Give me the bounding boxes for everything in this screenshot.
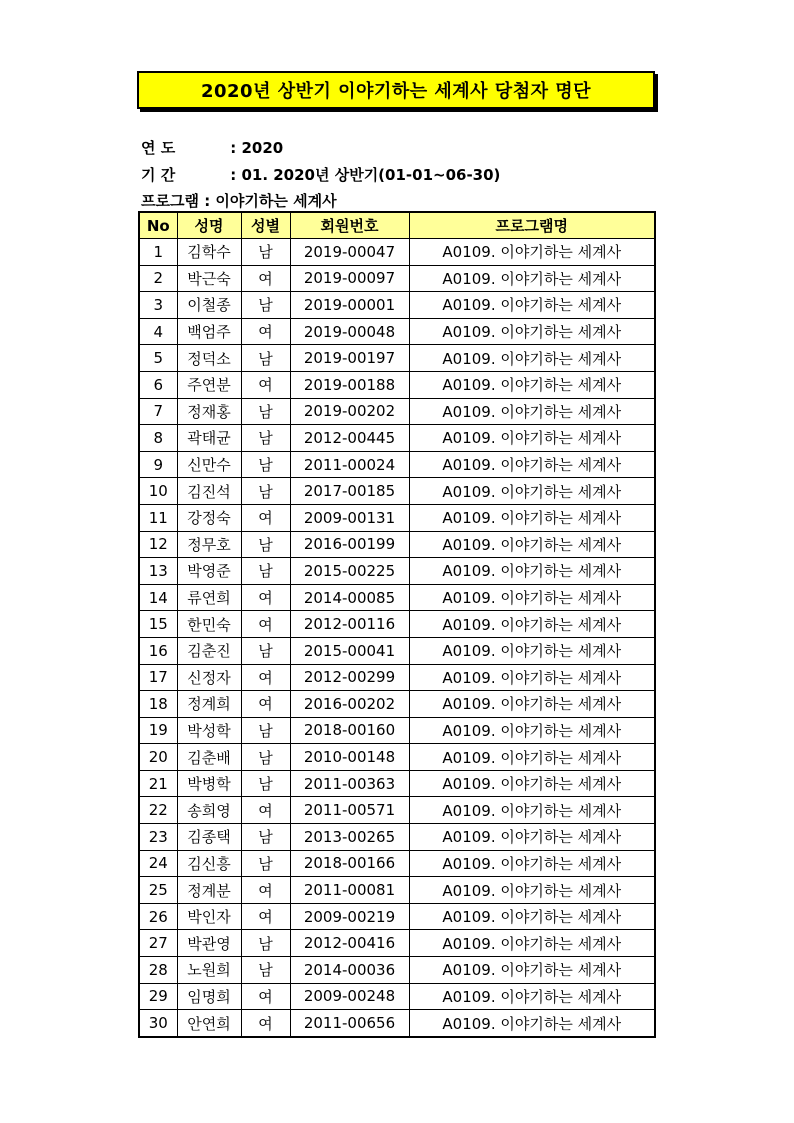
table-row xyxy=(139,425,655,452)
cell-name: 한민숙 xyxy=(177,611,241,638)
cell-member-id: 2012-00445 xyxy=(290,425,409,452)
table-row xyxy=(139,239,655,266)
cell-no: 29 xyxy=(139,983,177,1010)
period-value: : 01. 2020년 상반기(01-01~06-30) xyxy=(230,166,501,184)
cell-program: A0109. 이야기하는 세계사 xyxy=(409,425,655,452)
cell-gender: 남 xyxy=(241,770,290,797)
cell-no: 20 xyxy=(139,744,177,771)
cell-name: 곽태균 xyxy=(177,425,241,452)
cell-gender: 여 xyxy=(241,664,290,691)
cell-gender: 남 xyxy=(241,957,290,984)
cell-name: 신정자 xyxy=(177,664,241,691)
cell-no: 24 xyxy=(139,850,177,877)
cell-member-id: 2016-00199 xyxy=(290,531,409,558)
table-row xyxy=(139,584,655,611)
cell-member-id: 2011-00363 xyxy=(290,770,409,797)
document-title: 2020년 상반기 이야기하는 세계사 당첨자 명단 xyxy=(137,71,655,109)
table-row xyxy=(139,637,655,664)
table-row xyxy=(139,664,655,691)
cell-gender: 남 xyxy=(241,824,290,851)
cell-name: 박성학 xyxy=(177,717,241,744)
cell-program: A0109. 이야기하는 세계사 xyxy=(409,850,655,877)
cell-program: A0109. 이야기하는 세계사 xyxy=(409,451,655,478)
cell-member-id: 2019-00001 xyxy=(290,292,409,319)
table-row xyxy=(139,398,655,425)
cell-no: 30 xyxy=(139,1010,177,1037)
cell-member-id: 2009-00248 xyxy=(290,983,409,1010)
cell-member-id: 2009-00131 xyxy=(290,504,409,531)
cell-name: 박근숙 xyxy=(177,265,241,292)
cell-gender: 남 xyxy=(241,398,290,425)
table-row xyxy=(139,558,655,585)
header-gender: 성별 xyxy=(241,212,290,239)
cell-gender: 여 xyxy=(241,903,290,930)
cell-no: 5 xyxy=(139,345,177,372)
cell-program: A0109. 이야기하는 세계사 xyxy=(409,611,655,638)
cell-no: 2 xyxy=(139,265,177,292)
cell-name: 박병학 xyxy=(177,770,241,797)
cell-member-id: 2011-00024 xyxy=(290,451,409,478)
period-label-part: 간 xyxy=(160,166,176,184)
table-row xyxy=(139,824,655,851)
table-row xyxy=(139,691,655,718)
cell-no: 9 xyxy=(139,451,177,478)
cell-gender: 남 xyxy=(241,425,290,452)
cell-no: 1 xyxy=(139,239,177,266)
cell-program: A0109. 이야기하는 세계사 xyxy=(409,558,655,585)
cell-member-id: 2019-00202 xyxy=(290,398,409,425)
cell-gender: 여 xyxy=(241,504,290,531)
table-row xyxy=(139,611,655,638)
cell-gender: 남 xyxy=(241,744,290,771)
cell-program: A0109. 이야기하는 세계사 xyxy=(409,504,655,531)
cell-no: 11 xyxy=(139,504,177,531)
cell-program: A0109. 이야기하는 세계사 xyxy=(409,717,655,744)
cell-no: 26 xyxy=(139,903,177,930)
cell-gender: 남 xyxy=(241,637,290,664)
cell-program: A0109. 이야기하는 세계사 xyxy=(409,265,655,292)
table-row xyxy=(139,877,655,904)
cell-member-id: 2019-00048 xyxy=(290,318,409,345)
cell-member-id: 2019-00188 xyxy=(290,371,409,398)
cell-gender: 남 xyxy=(241,558,290,585)
cell-gender: 여 xyxy=(241,584,290,611)
cell-member-id: 2014-00036 xyxy=(290,957,409,984)
cell-program: A0109. 이야기하는 세계사 xyxy=(409,318,655,345)
cell-gender: 여 xyxy=(241,691,290,718)
cell-program: A0109. 이야기하는 세계사 xyxy=(409,983,655,1010)
cell-gender: 여 xyxy=(241,611,290,638)
header-program: 프로그램명 xyxy=(409,212,655,239)
cell-name: 김춘진 xyxy=(177,637,241,664)
program-value: : 이야기하는 세계사 xyxy=(204,192,337,210)
table-row xyxy=(139,478,655,505)
cell-program: A0109. 이야기하는 세계사 xyxy=(409,797,655,824)
cell-gender: 여 xyxy=(241,877,290,904)
period-label-part: 기 xyxy=(141,166,156,184)
table-row xyxy=(139,371,655,398)
cell-program: A0109. 이야기하는 세계사 xyxy=(409,957,655,984)
cell-program: A0109. 이야기하는 세계사 xyxy=(409,292,655,319)
cell-member-id: 2014-00085 xyxy=(290,584,409,611)
cell-gender: 남 xyxy=(241,345,290,372)
year-label-part: 도 xyxy=(160,139,176,157)
cell-member-id: 2013-00265 xyxy=(290,824,409,851)
table-body xyxy=(139,239,655,1037)
program-label: 프로그램 xyxy=(141,192,199,210)
period-label xyxy=(141,164,225,185)
cell-member-id: 2017-00185 xyxy=(290,478,409,505)
cell-name: 박영준 xyxy=(177,558,241,585)
table-row xyxy=(139,717,655,744)
cell-gender: 여 xyxy=(241,318,290,345)
cell-name: 정재홍 xyxy=(177,398,241,425)
cell-name: 강정숙 xyxy=(177,504,241,531)
cell-member-id: 2010-00148 xyxy=(290,744,409,771)
table-row xyxy=(139,770,655,797)
cell-gender: 남 xyxy=(241,531,290,558)
year-value: : 2020 xyxy=(230,139,284,157)
cell-program: A0109. 이야기하는 세계사 xyxy=(409,691,655,718)
cell-name: 이철종 xyxy=(177,292,241,319)
cell-no: 21 xyxy=(139,770,177,797)
cell-member-id: 2012-00416 xyxy=(290,930,409,957)
cell-no: 22 xyxy=(139,797,177,824)
cell-program: A0109. 이야기하는 세계사 xyxy=(409,1010,655,1037)
cell-no: 8 xyxy=(139,425,177,452)
table-row xyxy=(139,850,655,877)
cell-no: 23 xyxy=(139,824,177,851)
cell-member-id: 2016-00202 xyxy=(290,691,409,718)
table-row xyxy=(139,744,655,771)
cell-program: A0109. 이야기하는 세계사 xyxy=(409,664,655,691)
cell-no: 7 xyxy=(139,398,177,425)
cell-name: 신만수 xyxy=(177,451,241,478)
table-row xyxy=(139,903,655,930)
cell-name: 김춘배 xyxy=(177,744,241,771)
table-row xyxy=(139,265,655,292)
table-row xyxy=(139,504,655,531)
cell-member-id: 2012-00299 xyxy=(290,664,409,691)
cell-program: A0109. 이야기하는 세계사 xyxy=(409,637,655,664)
cell-no: 12 xyxy=(139,531,177,558)
cell-member-id: 2018-00166 xyxy=(290,850,409,877)
cell-no: 25 xyxy=(139,877,177,904)
cell-member-id: 2012-00116 xyxy=(290,611,409,638)
cell-program: A0109. 이야기하는 세계사 xyxy=(409,239,655,266)
cell-gender: 남 xyxy=(241,850,290,877)
table-row xyxy=(139,531,655,558)
cell-no: 3 xyxy=(139,292,177,319)
cell-member-id: 2019-00197 xyxy=(290,345,409,372)
table-row xyxy=(139,797,655,824)
cell-gender: 여 xyxy=(241,371,290,398)
cell-name: 송희영 xyxy=(177,797,241,824)
cell-name: 김신흥 xyxy=(177,850,241,877)
table-row xyxy=(139,957,655,984)
cell-no: 17 xyxy=(139,664,177,691)
header-no: No xyxy=(139,212,177,239)
cell-member-id: 2019-00097 xyxy=(290,265,409,292)
cell-no: 15 xyxy=(139,611,177,638)
cell-name: 정계분 xyxy=(177,877,241,904)
cell-name: 김학수 xyxy=(177,239,241,266)
table-row xyxy=(139,451,655,478)
cell-member-id: 2009-00219 xyxy=(290,903,409,930)
cell-gender: 여 xyxy=(241,265,290,292)
cell-program: A0109. 이야기하는 세계사 xyxy=(409,903,655,930)
cell-name: 노원희 xyxy=(177,957,241,984)
meta-year xyxy=(141,137,283,158)
meta-period xyxy=(141,164,500,185)
cell-program: A0109. 이야기하는 세계사 xyxy=(409,930,655,957)
cell-no: 18 xyxy=(139,691,177,718)
cell-program: A0109. 이야기하는 세계사 xyxy=(409,824,655,851)
header-member-id: 회원번호 xyxy=(290,212,409,239)
cell-member-id: 2018-00160 xyxy=(290,717,409,744)
cell-program: A0109. 이야기하는 세계사 xyxy=(409,744,655,771)
cell-program: A0109. 이야기하는 세계사 xyxy=(409,345,655,372)
cell-name: 임명희 xyxy=(177,983,241,1010)
table-row xyxy=(139,930,655,957)
cell-gender: 남 xyxy=(241,930,290,957)
cell-no: 14 xyxy=(139,584,177,611)
cell-name: 류연희 xyxy=(177,584,241,611)
table-row xyxy=(139,1010,655,1037)
table-row xyxy=(139,345,655,372)
cell-name: 주연분 xyxy=(177,371,241,398)
year-label-part: 연 xyxy=(141,139,156,157)
cell-gender: 남 xyxy=(241,292,290,319)
cell-program: A0109. 이야기하는 세계사 xyxy=(409,770,655,797)
header-name: 성명 xyxy=(177,212,241,239)
year-label xyxy=(141,137,225,158)
cell-program: A0109. 이야기하는 세계사 xyxy=(409,371,655,398)
cell-member-id: 2015-00041 xyxy=(290,637,409,664)
table-row xyxy=(139,983,655,1010)
cell-member-id: 2015-00225 xyxy=(290,558,409,585)
cell-gender: 남 xyxy=(241,478,290,505)
cell-name: 안연희 xyxy=(177,1010,241,1037)
cell-no: 10 xyxy=(139,478,177,505)
cell-name: 정계희 xyxy=(177,691,241,718)
cell-no: 6 xyxy=(139,371,177,398)
cell-no: 27 xyxy=(139,930,177,957)
cell-name: 박관영 xyxy=(177,930,241,957)
cell-name: 박인자 xyxy=(177,903,241,930)
cell-name: 정덕소 xyxy=(177,345,241,372)
cell-gender: 남 xyxy=(241,717,290,744)
cell-name: 정무호 xyxy=(177,531,241,558)
cell-no: 28 xyxy=(139,957,177,984)
cell-member-id: 2011-00081 xyxy=(290,877,409,904)
table-row xyxy=(139,318,655,345)
cell-program: A0109. 이야기하는 세계사 xyxy=(409,478,655,505)
cell-program: A0109. 이야기하는 세계사 xyxy=(409,877,655,904)
cell-gender: 여 xyxy=(241,983,290,1010)
cell-no: 16 xyxy=(139,637,177,664)
cell-name: 김종택 xyxy=(177,824,241,851)
cell-no: 19 xyxy=(139,717,177,744)
meta-program xyxy=(141,190,337,211)
table-header-row xyxy=(139,212,655,239)
cell-gender: 여 xyxy=(241,1010,290,1037)
cell-program: A0109. 이야기하는 세계사 xyxy=(409,398,655,425)
cell-no: 4 xyxy=(139,318,177,345)
cell-no: 13 xyxy=(139,558,177,585)
cell-gender: 남 xyxy=(241,451,290,478)
cell-name: 김진석 xyxy=(177,478,241,505)
cell-member-id: 2011-00656 xyxy=(290,1010,409,1037)
winners-table xyxy=(138,211,656,1038)
cell-program: A0109. 이야기하는 세계사 xyxy=(409,584,655,611)
cell-member-id: 2011-00571 xyxy=(290,797,409,824)
cell-name: 백엄주 xyxy=(177,318,241,345)
cell-gender: 여 xyxy=(241,797,290,824)
cell-program: A0109. 이야기하는 세계사 xyxy=(409,531,655,558)
cell-member-id: 2019-00047 xyxy=(290,239,409,266)
cell-gender: 남 xyxy=(241,239,290,266)
table-row xyxy=(139,292,655,319)
